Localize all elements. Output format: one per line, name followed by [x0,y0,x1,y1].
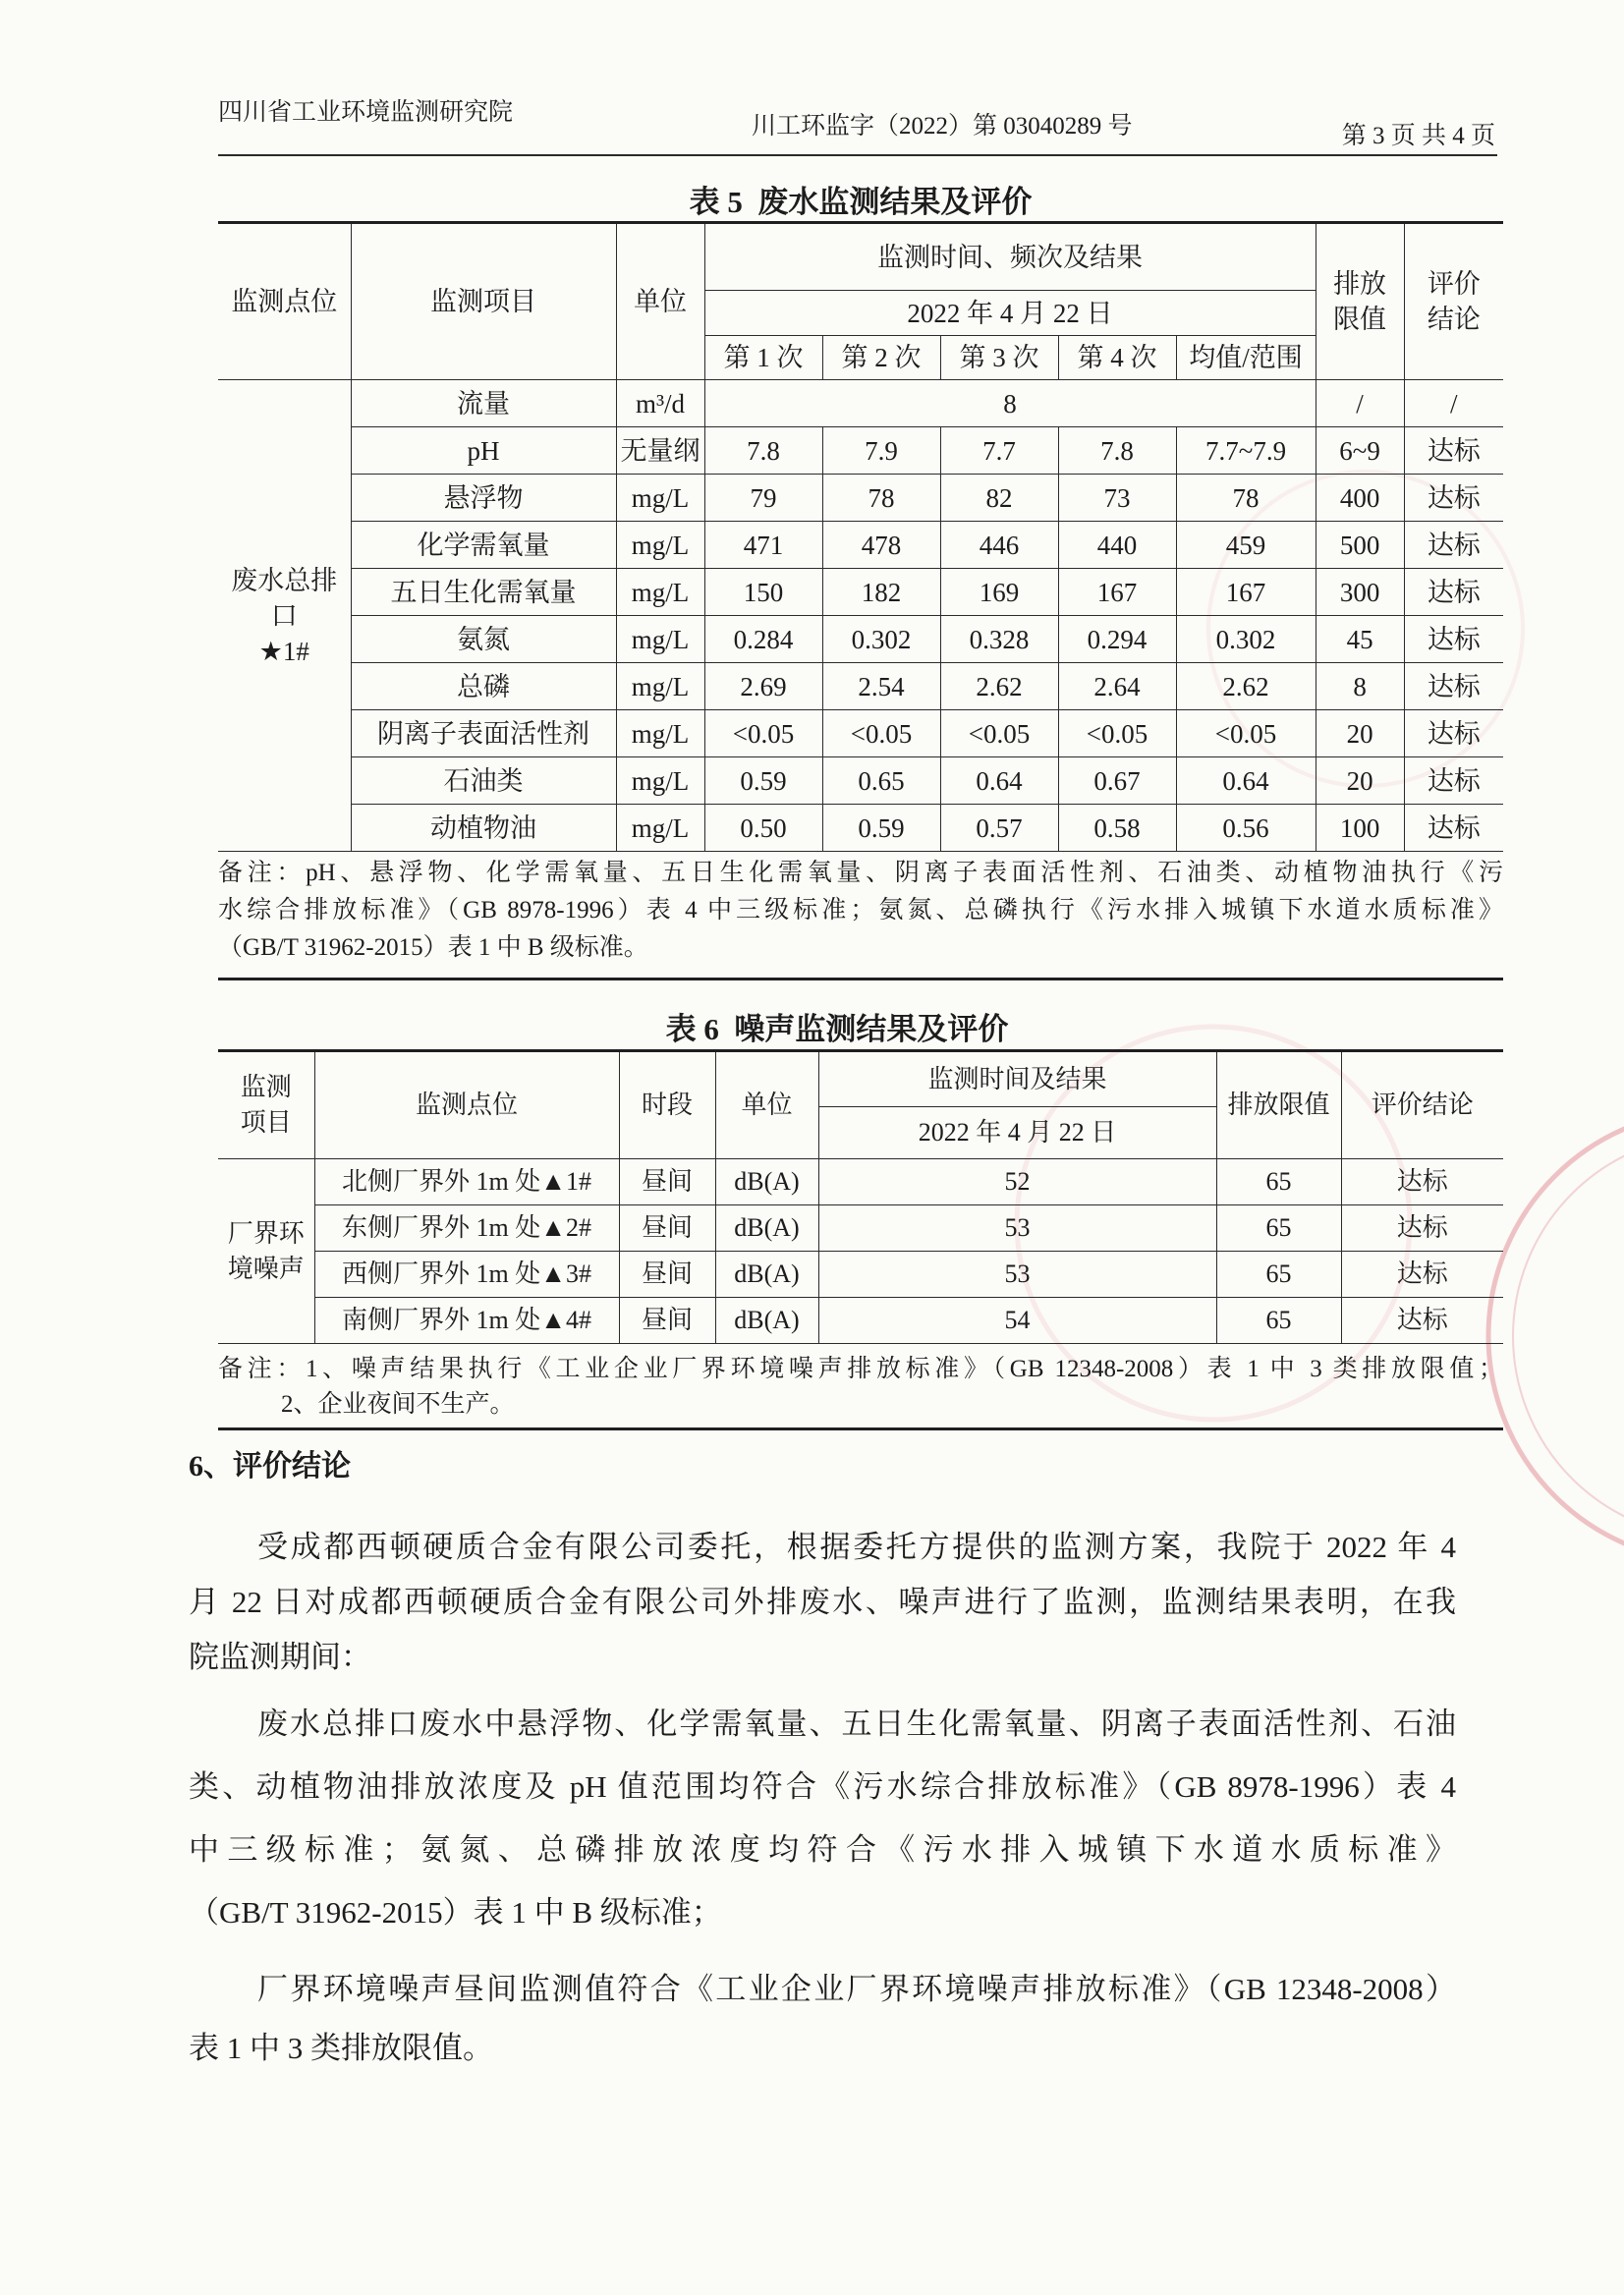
header-document-number: 川工环监字（2022）第 03040289 号 [752,113,1133,140]
monitoring-item-label: 厂界环境噪声 [227,1218,305,1283]
header-conclusion [1404,223,1503,380]
result-run-4: 0.58 [1058,805,1176,852]
unit: mg/L [616,710,704,757]
conclusion-paragraph [189,1520,1456,1685]
result-run-4: 0.294 [1058,616,1176,663]
result-run-1: <0.05 [704,710,822,757]
table-row [218,380,1503,427]
monitoring-item: 阴离子表面活性剂 [351,710,616,757]
header-conclusion-label: 评价结论 [1427,269,1481,334]
monitoring-point: 西侧厂界外 1m 处▲3# [314,1252,619,1298]
result-run-4: 2.64 [1058,663,1176,710]
note-line: 水综合排放标准》（GB 8978-1996）表 4 中三级标准；氨氮、总磷执行《污水排入城镇下水道水质标准》 [218,897,1503,924]
evaluation-result: 达标 [1341,1205,1503,1252]
unit: dB(A) [715,1205,818,1252]
result-run-1: 79 [704,475,822,522]
emission-limit: 6~9 [1316,427,1404,475]
emission-limit: 65 [1216,1252,1341,1298]
header-results-group: 监测时间、频次及结果 [704,223,1316,291]
noise-results-table [218,1049,1503,1344]
result-run-3: 2.62 [940,663,1058,710]
result-run-2: 7.9 [822,427,940,475]
table-row [218,757,1503,805]
header-monitoring-point: 监测点位 [218,223,351,380]
header-date: 2022 年 4 月 22 日 [818,1107,1216,1159]
result-mean-range: 167 [1176,569,1316,616]
evaluation-result: 达标 [1341,1252,1503,1298]
table-row [218,663,1503,710]
emission-limit: 100 [1316,805,1404,852]
unit: mg/L [616,475,704,522]
emission-limit: / [1316,380,1404,427]
header-run-4: 第 4 次 [1058,336,1176,380]
paragraph-line: 月 22 日对成都西顿硬质合金有限公司外排废水、噪声进行了监测，监测结果表明，在我 [189,1585,1456,1619]
unit: mg/L [616,569,704,616]
header-run-1: 第 1 次 [704,336,822,380]
unit: dB(A) [715,1159,818,1205]
table-row [218,475,1503,522]
emission-limit: 20 [1316,710,1404,757]
header-monitoring-item [218,1051,314,1159]
measured-value: 54 [818,1298,1216,1344]
paragraph-line: 废水总排口废水中悬浮物、化学需氧量、五日生化需氧量、阴离子表面活性剂、石油 [257,1707,1456,1741]
paragraph-line: 受成都西顿硬质合金有限公司委托，根据委托方提供的监测方案，我院于 2022 年 4 [257,1530,1456,1564]
paragraph-line: 中三级标准；氨氮、总磷排放浓度均符合《污水排入城镇下水道水质标准》 [189,1832,1456,1867]
unit: dB(A) [715,1252,818,1298]
result-mean-range: 0.64 [1176,757,1316,805]
table5-title: 表 5 废水监测结果及评价 [689,185,1033,219]
flow-value: 8 [704,380,1316,427]
result-run-1: 471 [704,522,822,569]
result-run-3: 169 [940,569,1058,616]
header-monitoring-item-label: 监测项目 [240,1073,292,1137]
monitoring-point: 东侧厂界外 1m 处▲2# [314,1205,619,1252]
emission-limit: 500 [1316,522,1404,569]
result-run-1: 0.284 [704,616,822,663]
wastewater-results-table [218,221,1503,852]
emission-limit: 300 [1316,569,1404,616]
header-emission-limit: 排放限值 [1216,1051,1341,1159]
emission-limit: 65 [1216,1159,1341,1205]
table-row [218,1205,1503,1252]
result-run-1: 0.50 [704,805,822,852]
header-monitoring-item: 监测项目 [351,223,616,380]
evaluation-result: 达标 [1404,427,1503,475]
evaluation-result: 达标 [1341,1298,1503,1344]
unit: mg/L [616,805,704,852]
measured-value: 52 [818,1159,1216,1205]
result-run-4: 167 [1058,569,1176,616]
header-rule [218,154,1497,156]
header-organization: 四川省工业环境监测研究院 [218,99,514,126]
result-run-4: <0.05 [1058,710,1176,757]
result-run-4: 440 [1058,522,1176,569]
table-row [218,805,1503,852]
evaluation-result: 达标 [1404,522,1503,569]
result-mean-range: 0.56 [1176,805,1316,852]
result-run-2: <0.05 [822,710,940,757]
header-unit: 单位 [616,223,704,380]
result-run-3: <0.05 [940,710,1058,757]
result-run-3: 0.64 [940,757,1058,805]
result-run-2: 182 [822,569,940,616]
table-row [218,1252,1503,1298]
result-run-2: 0.59 [822,805,940,852]
evaluation-result: 达标 [1404,616,1503,663]
period: 昼间 [619,1159,715,1205]
period: 昼间 [619,1205,715,1252]
point-name: 废水总排口 [231,565,338,631]
header-results-group: 监测时间及结果 [818,1051,1216,1107]
header-date: 2022 年 4 月 22 日 [704,291,1316,336]
result-mean-range: 7.7~7.9 [1176,427,1316,475]
result-mean-range: 0.302 [1176,616,1316,663]
note-line: （GB/T 31962-2015）表 1 中 B 级标准。 [218,934,648,961]
monitoring-item: 化学需氧量 [351,522,616,569]
table-row [218,710,1503,757]
point-code: ★1# [258,636,309,666]
conclusion-paragraph [189,1693,1456,1944]
table-row [218,1298,1503,1344]
result-run-3: 0.328 [940,616,1058,663]
result-run-1: 150 [704,569,822,616]
table-row [218,569,1503,616]
header-monitoring-point: 监测点位 [314,1051,619,1159]
result-run-2: 0.65 [822,757,940,805]
monitoring-item: 氨氮 [351,616,616,663]
result-mean-range: 459 [1176,522,1316,569]
table-row [218,522,1503,569]
evaluation-result: 达标 [1404,710,1503,757]
period: 昼间 [619,1298,715,1344]
unit: dB(A) [715,1298,818,1344]
emission-limit: 8 [1316,663,1404,710]
header-run-3: 第 3 次 [940,336,1058,380]
note-line: 2、企业夜间不生产。 [281,1391,515,1418]
unit: mg/L [616,663,704,710]
emission-limit: 400 [1316,475,1404,522]
table6-title: 表 6 噪声监测结果及评价 [665,1012,1009,1046]
result-run-3: 82 [940,475,1058,522]
paragraph-line: 表 1 中 3 类排放限值。 [189,2031,493,2065]
result-run-2: 0.302 [822,616,940,663]
result-run-3: 7.7 [940,427,1058,475]
measured-value: 53 [818,1252,1216,1298]
result-run-3: 446 [940,522,1058,569]
monitoring-item: 五日生化需氧量 [351,569,616,616]
monitoring-item: 总磷 [351,663,616,710]
evaluation-result: 达标 [1404,663,1503,710]
unit: mg/L [616,616,704,663]
emission-limit: 65 [1216,1205,1341,1252]
monitoring-item: pH [351,427,616,475]
evaluation-result: 达标 [1404,757,1503,805]
table6-notes [218,1342,1503,1430]
evaluation-result: 达标 [1404,805,1503,852]
result-run-1: 0.59 [704,757,822,805]
evaluation-result: 达标 [1404,475,1503,522]
monitoring-point: 北侧厂界外 1m 处▲1# [314,1159,619,1205]
paragraph-line: 院监测期间： [189,1640,371,1674]
header-unit: 单位 [715,1051,818,1159]
unit: mg/L [616,522,704,569]
monitoring-item: 悬浮物 [351,475,616,522]
result-run-4: 0.67 [1058,757,1176,805]
result-run-2: 2.54 [822,663,940,710]
result-mean-range: <0.05 [1176,710,1316,757]
paragraph-line: 类、动植物油排放浓度及 pH 值范围均符合《污水综合排放标准》（GB 8978-1996）表 4 [189,1769,1456,1804]
unit: 无量纲 [616,427,704,475]
emission-limit: 65 [1216,1298,1341,1344]
result-run-4: 7.8 [1058,427,1176,475]
unit: mg/L [616,757,704,805]
header-period: 时段 [619,1051,715,1159]
monitoring-item: 动植物油 [351,805,616,852]
period: 昼间 [619,1252,715,1298]
header-mean-range: 均值/范围 [1176,336,1316,380]
table-header-row [218,1051,1503,1107]
evaluation-result: / [1404,380,1503,427]
section-heading: 6、评价结论 [189,1450,351,1483]
paragraph-line: 厂界环境噪声昼间监测值符合《工业企业厂界环境噪声排放标准》（GB 12348-2008） [257,1972,1456,2006]
unit: m³/d [616,380,704,427]
emission-limit: 45 [1316,616,1404,663]
table-row [218,616,1503,663]
result-run-4: 73 [1058,475,1176,522]
result-run-3: 0.57 [940,805,1058,852]
header-conclusion: 评价结论 [1341,1051,1503,1159]
monitoring-point: 南侧厂界外 1m 处▲4# [314,1298,619,1344]
result-mean-range: 2.62 [1176,663,1316,710]
evaluation-result: 达标 [1404,569,1503,616]
monitoring-item: 石油类 [351,757,616,805]
monitoring-point [218,380,351,852]
paragraph-line: （GB/T 31962-2015）表 1 中 B 级标准； [189,1895,722,1930]
monitoring-item [218,1159,314,1344]
header-emission-limit [1316,223,1404,380]
result-run-1: 2.69 [704,663,822,710]
header-page-number: 第 3 页 共 4 页 [1341,123,1495,149]
table-row [218,427,1503,475]
result-run-1: 7.8 [704,427,822,475]
header-run-2: 第 2 次 [822,336,940,380]
monitoring-item: 流量 [351,380,616,427]
table-row [218,1159,1503,1205]
note-line: 备注：pH、悬浮物、化学需氧量、五日生化需氧量、阴离子表面活性剂、石油类、动植物油执行《污 [218,860,1503,886]
header-emission-limit-label: 排放限值 [1333,269,1387,334]
emission-limit: 20 [1316,757,1404,805]
result-mean-range: 78 [1176,475,1316,522]
result-run-2: 78 [822,475,940,522]
table-header-row [218,223,1503,291]
note-line: 备注：1、噪声结果执行《工业企业厂界环境噪声排放标准》（GB 12348-2008）表 1 中 3 类排放限值； [218,1356,1503,1382]
conclusion-paragraph [189,1960,1456,2078]
result-run-2: 478 [822,522,940,569]
evaluation-result: 达标 [1341,1159,1503,1205]
measured-value: 53 [818,1205,1216,1252]
table5-notes [218,851,1503,980]
